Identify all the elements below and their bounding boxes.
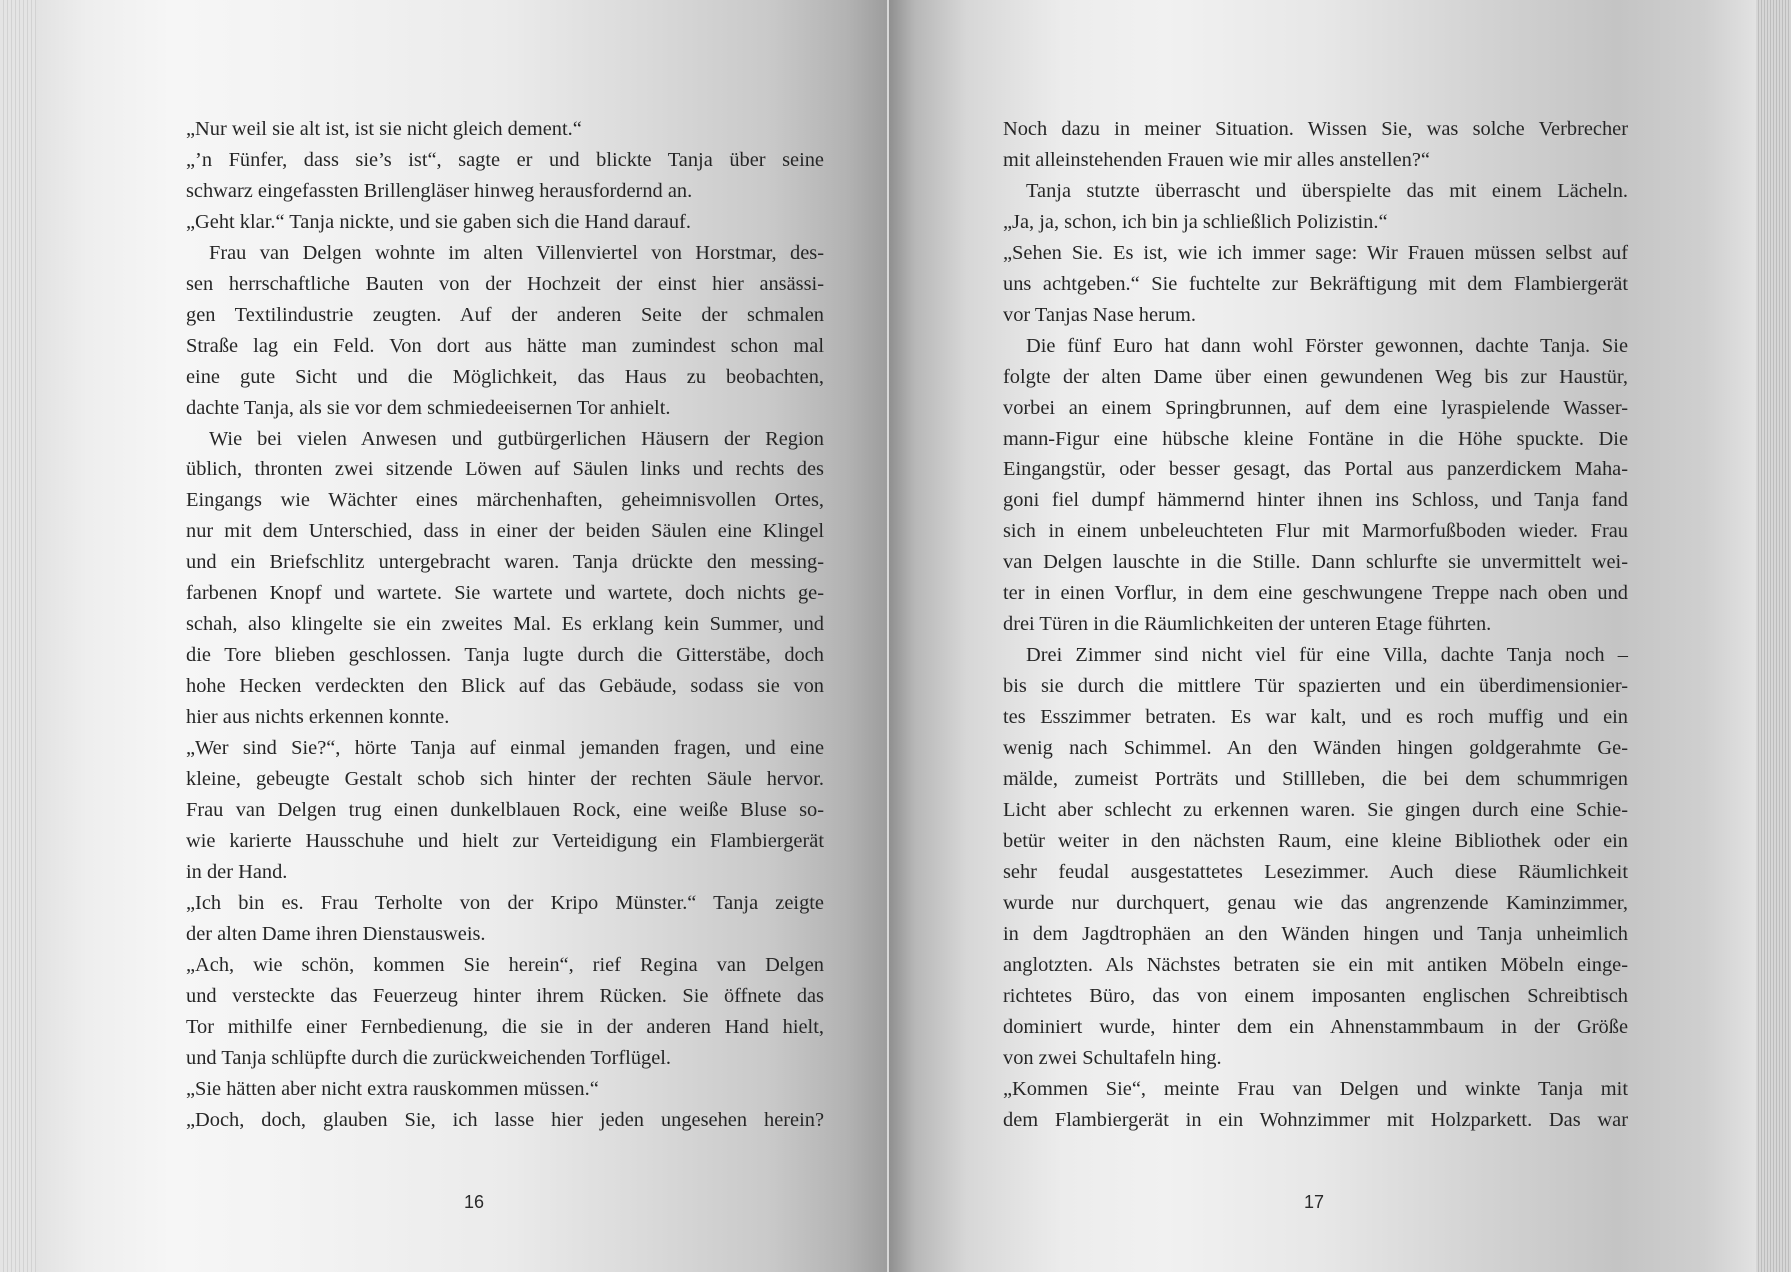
left-page-text	[186, 114, 824, 1135]
text-line: Frau van Delgen wohnte im alten Villenviertel von Horstmar, des-	[209, 241, 824, 264]
text-line: Straße lag ein Feld. Von dort aus hätte man zumindest schon mal	[186, 334, 824, 357]
right-page-text	[1003, 114, 1628, 1135]
text-line: und Tanja schlüpfte durch die zurückweichenden Torflügel.	[186, 1046, 672, 1069]
text-line: gen Textilindustrie zeugten. Auf der anderen Seite der schmalen	[186, 303, 824, 326]
text-line: „Wer sind Sie?“, hörte Tanja auf einmal jemanden fragen, und eine	[186, 737, 824, 760]
text-line: in der Hand.	[186, 860, 288, 883]
text-line: „Sie hätten aber nicht extra rauskommen müssen.“	[186, 1077, 599, 1100]
text-line: „Nur weil sie alt ist, ist sie nicht gleich dement.“	[186, 118, 582, 140]
text-line: Frau van Delgen trug einen dunkelblauen Rock, eine weiße Bluse so-	[186, 798, 824, 821]
text-line: „Sehen Sie. Es ist, wie ich immer sage: Wir Frauen müssen selbst auf	[1003, 241, 1628, 264]
text-line: mann-Figur eine hübsche kleine Fontäne in die Höhe spuckte. Die	[1003, 427, 1628, 450]
text-line: anglotzten. Als Nächstes betraten sie ein mit antiken Möbeln einge-	[1003, 953, 1628, 976]
text-line: mälde, zumeist Porträts und Stillleben, die bei dem schummrigen	[1003, 768, 1628, 791]
text-line: richtetes Büro, das von einem imposanten englischen Schreibtisch	[1003, 984, 1628, 1007]
right-page-edges	[1756, 0, 1791, 1272]
text-line: goni fiel dumpf hämmernd hinter ihnen ins Schloss, und Tanja fand	[1003, 489, 1628, 512]
text-line: und ein Briefschlitz untergebracht waren. Tanja drückte den messing-	[186, 551, 824, 574]
text-line: dem Flambiergerät in ein Wohnzimmer mit Holzparkett. Das war	[1003, 1108, 1628, 1131]
text-line: tes Esszimmer betraten. Es war kalt, und es roch muffig und ein	[1003, 706, 1628, 729]
text-line: uns achtgeben.“ Sie fuchtelte zur Bekräftigung mit dem Flambiergerät	[1003, 272, 1628, 295]
text-line: drei Türen in die Räumlichkeiten der unteren Etage führten.	[1003, 613, 1492, 636]
text-line: von zwei Schultafeln hing.	[1003, 1046, 1222, 1069]
text-line: sich in einem unbeleuchteten Flur mit Marmorfußboden wieder. Frau	[1003, 520, 1628, 543]
text-line: bis sie durch die mittlere Tür spazierten und ein überdimensionier-	[1003, 675, 1628, 698]
text-line: „Ja, ja, schon, ich bin ja schließlich Polizistin.“	[1003, 210, 1388, 233]
text-line: sen herrschaftliche Bauten von der Hochzeit der einst hier ansässi-	[186, 272, 824, 295]
text-line: Licht aber schlecht zu erkennen waren. Sie gingen durch eine Schie-	[1003, 798, 1628, 821]
text-line: ter in einen Vorflur, in dem eine geschwungene Treppe nach oben und	[1003, 582, 1628, 605]
text-line: Eingangstür, oder besser gesagt, das Portal aus panzerdickem Maha-	[1003, 458, 1628, 481]
text-line: dachte Tanja, als sie vor dem schmiedeeisernen Tor anhielt.	[186, 396, 671, 419]
right-page	[889, 0, 1756, 1272]
text-line: schwarz eingefassten Brillengläser hinweg herausfordernd an.	[186, 179, 693, 202]
text-line: wie karierte Hausschuhe und hielt zur Verteidigung ein Flambiergerät	[186, 829, 824, 852]
text-line: „Doch, doch, glauben Sie, ich lasse hier jeden ungesehen herein?	[186, 1108, 824, 1131]
text-line: „Kommen Sie“, meinte Frau van Delgen und winkte Tanja mit	[1003, 1077, 1628, 1100]
text-line: hohe Hecken verdeckten den Blick auf das Gebäude, sodass sie von	[186, 675, 824, 698]
left-page	[36, 0, 889, 1272]
text-line: vor Tanjas Nase herum.	[1003, 303, 1196, 326]
text-line: wurde nur durchquert, genau wie das angrenzende Kaminzimmer,	[1003, 891, 1628, 914]
text-line: „Ach, wie schön, kommen Sie herein“, rief Regina van Delgen	[186, 953, 824, 976]
text-line: dominiert wurde, hinter dem ein Ahnenstammbaum in der Größe	[1003, 1015, 1628, 1038]
text-line: und versteckte das Feuerzeug hinter ihrem Rücken. Sie öffnete das	[186, 984, 824, 1007]
text-line: sehr feudal ausgestattetes Lesezimmer. Auch diese Räumlichkeit	[1003, 860, 1628, 883]
text-line: wenig nach Schimmel. An den Wänden hingen goldgerahmte Ge-	[1003, 737, 1628, 760]
text-line: Tanja stutzte überrascht und überspielte das mit einem Lächeln.	[1026, 179, 1628, 202]
text-line: Tor mithilfe einer Fernbedienung, die sie in der anderen Hand hielt,	[186, 1015, 824, 1038]
right-page-number: 17	[1304, 1192, 1325, 1212]
text-line: Die fünf Euro hat dann wohl Förster gewonnen, dachte Tanja. Sie	[1026, 334, 1628, 357]
text-line: van Delgen lauschte in die Stille. Dann schlurfte sie unvermittelt wei-	[1003, 551, 1628, 574]
text-line: „’n Fünfer, dass sie’s ist“, sagte er und blickte Tanja über seine	[186, 148, 824, 171]
text-line: folgte der alten Dame über einen gewundenen Weg bis zur Haustür,	[1003, 365, 1628, 388]
text-line: der alten Dame ihren Dienstausweis.	[186, 922, 486, 945]
text-line: Noch dazu in meiner Situation. Wissen Sie, was solche Verbrecher	[1003, 118, 1628, 140]
text-line: üblich, thronten zwei sitzende Löwen auf Säulen links und rechts des	[186, 458, 824, 481]
text-line: farbenen Knopf und wartete. Sie wartete und wartete, doch nichts ge-	[186, 582, 824, 605]
text-line: nur mit dem Unterschied, dass in einer der beiden Säulen eine Klingel	[186, 520, 824, 543]
text-line: betür weiter in den nächsten Raum, eine kleine Bibliothek oder ein	[1003, 829, 1628, 852]
left-page-edges	[0, 0, 36, 1272]
text-line: Eingangs wie Wächter eines märchenhaften, geheimnisvollen Ortes,	[186, 489, 824, 512]
text-line: kleine, gebeugte Gestalt schob sich hinter der rechten Säule hervor.	[186, 768, 824, 791]
text-line: die Tore blieben geschlossen. Tanja lugte durch die Gitterstäbe, doch	[186, 644, 824, 667]
text-line: Drei Zimmer sind nicht viel für eine Villa, dachte Tanja noch –	[1026, 644, 1628, 667]
text-line: Wie bei vielen Anwesen und gutbürgerlichen Häusern der Region	[209, 427, 824, 450]
left-page-number: 16	[464, 1192, 485, 1212]
text-line: in dem Jagdtrophäen an den Wänden hingen und Tanja unheimlich	[1003, 922, 1628, 945]
text-line: hier aus nichts erkennen konnte.	[186, 706, 450, 729]
text-line: „Geht klar.“ Tanja nickte, und sie gaben sich die Hand darauf.	[186, 210, 691, 233]
text-line: schah, also klingelte sie ein zweites Mal. Es erklang kein Summer, und	[186, 613, 824, 636]
text-line: eine gute Sicht und die Möglichkeit, das Haus zu beobachten,	[186, 365, 824, 388]
text-line: mit alleinstehenden Frauen wie mir alles anstellen?“	[1003, 148, 1430, 171]
text-line: „Ich bin es. Frau Terholte von der Kripo Münster.“ Tanja zeigte	[186, 891, 824, 914]
text-line: vorbei an einem Springbrunnen, auf dem eine lyraspielende Wasser-	[1003, 396, 1628, 419]
